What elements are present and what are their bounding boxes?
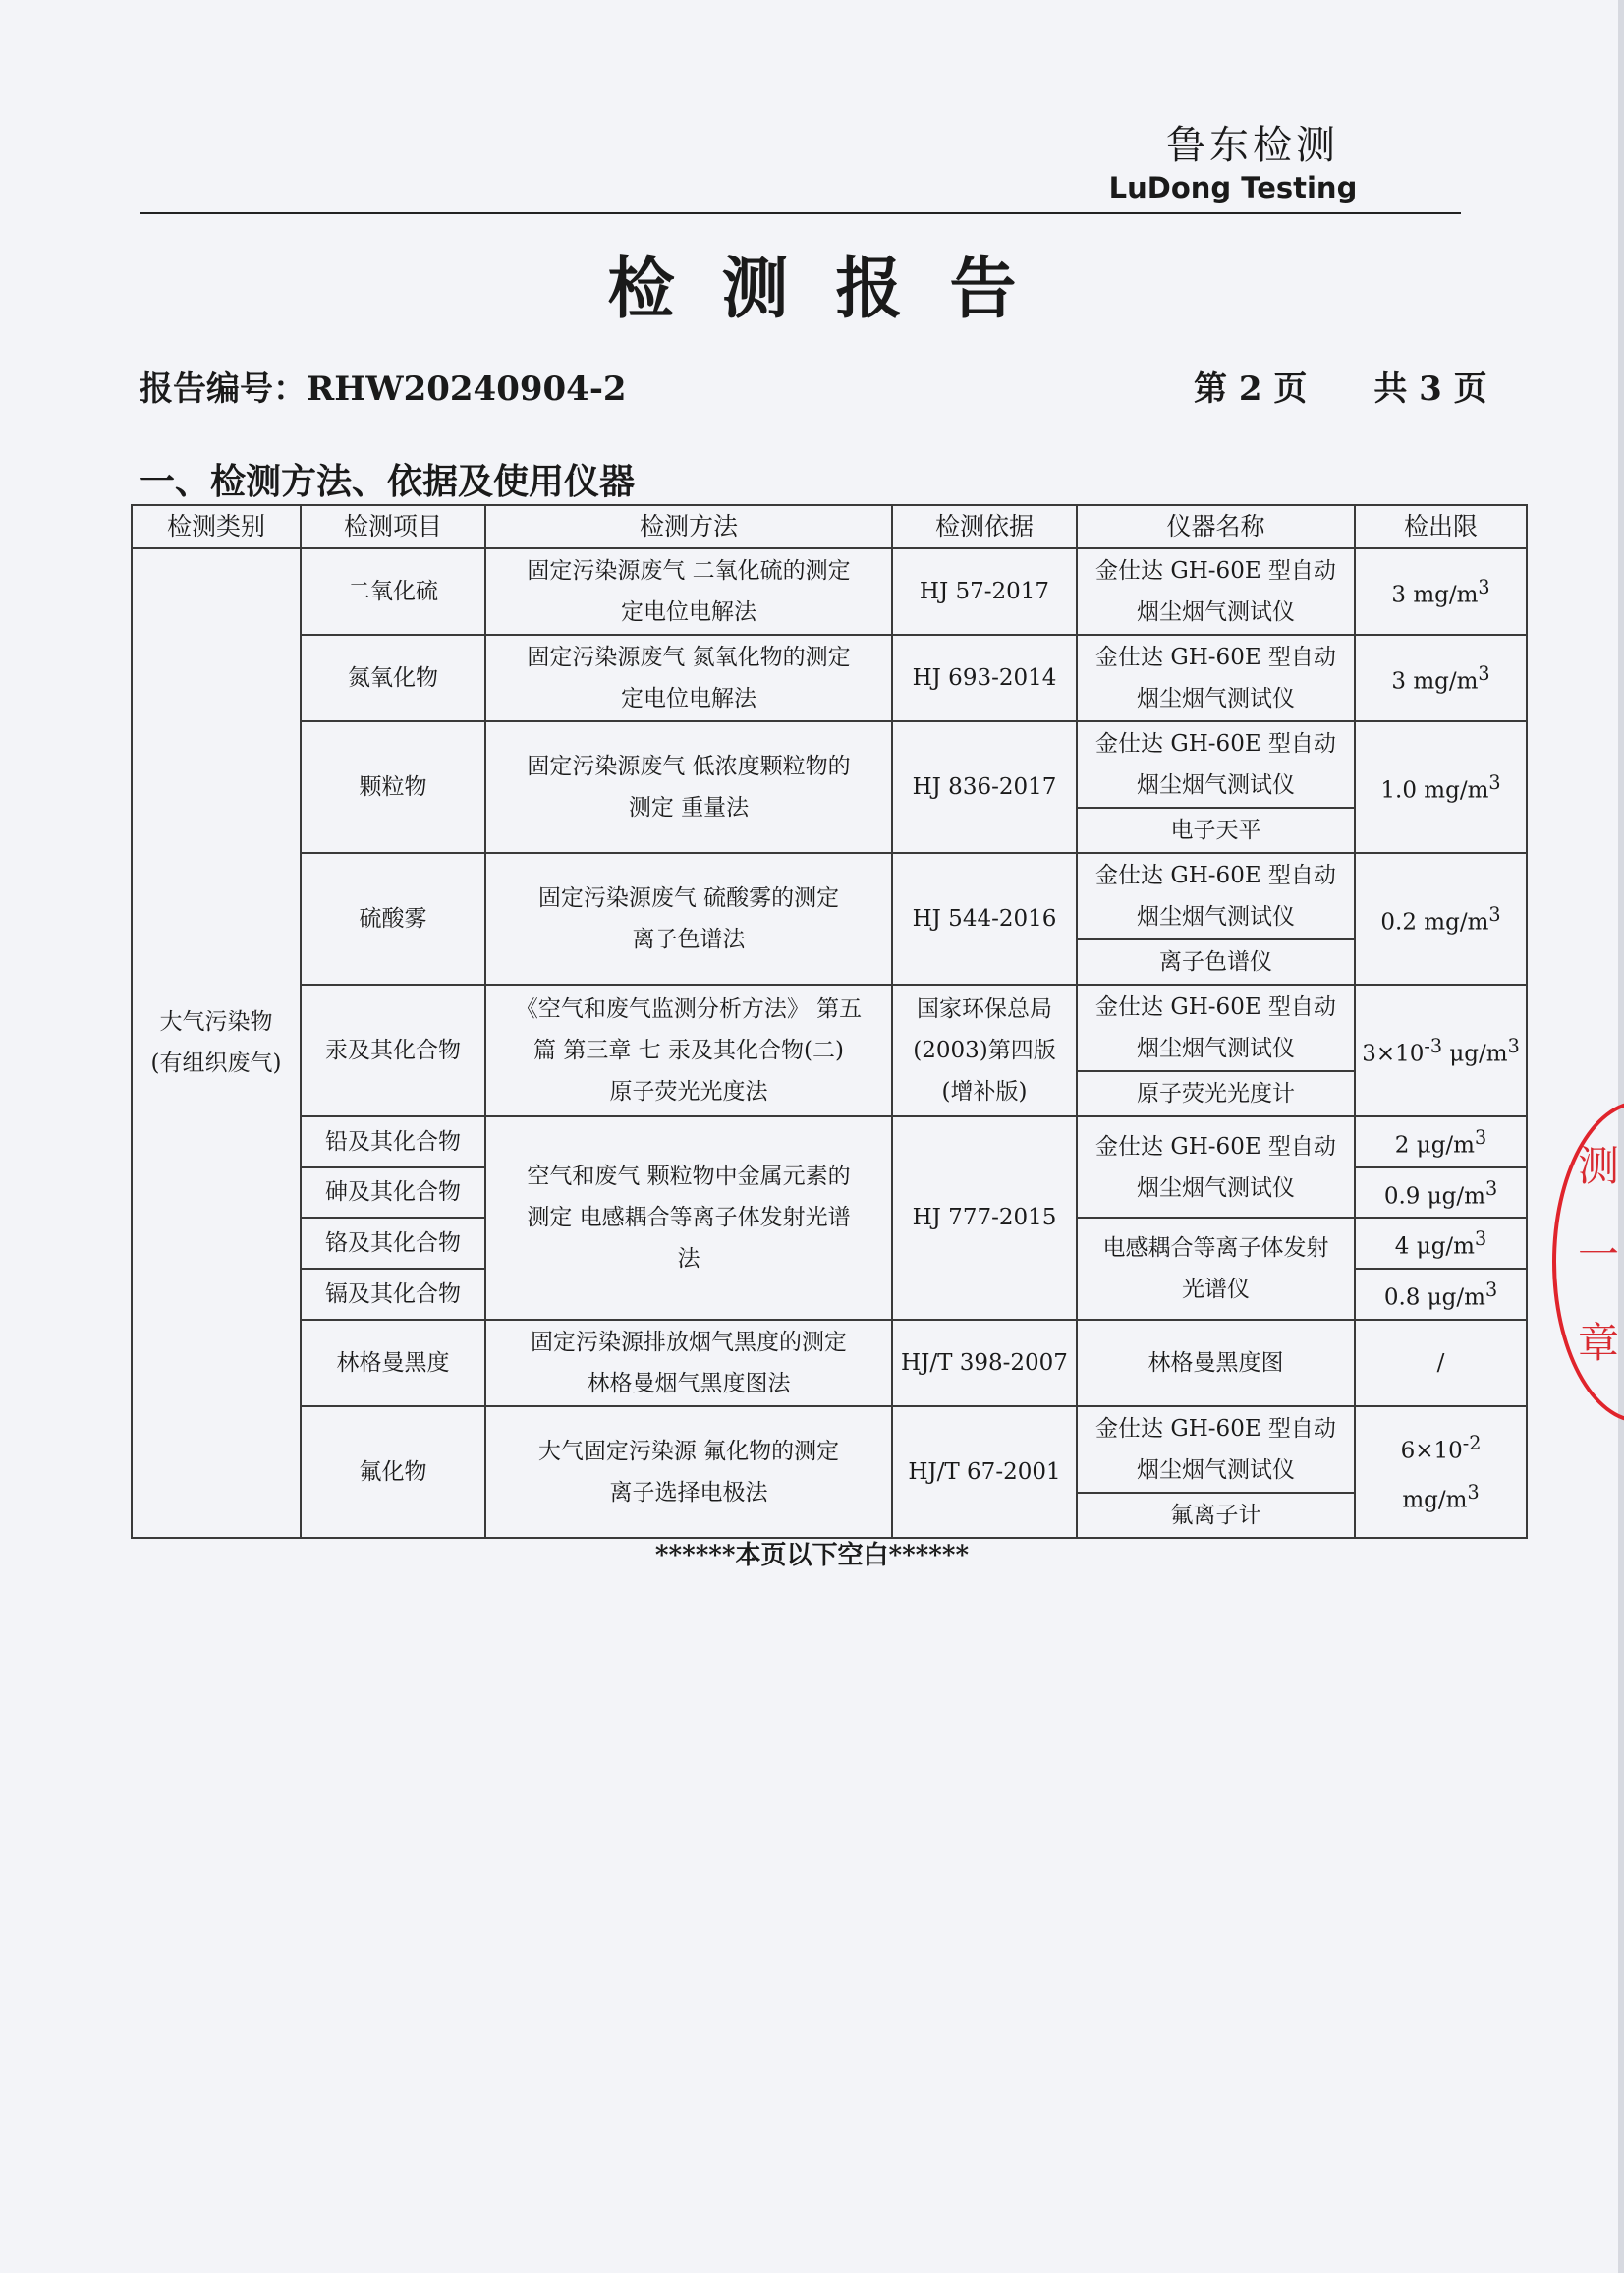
basis-cell: HJ 57-2017 (892, 548, 1077, 635)
instrument-line: 烟尘烟气测试仪 (1137, 686, 1295, 711)
stamp-char: 一 (1578, 1230, 1620, 1279)
instrument-cell (1077, 985, 1355, 1071)
instrument-line: 烟尘烟气测试仪 (1137, 599, 1295, 625)
basis-cell: HJ 544-2016 (892, 853, 1077, 985)
instrument-cell: 原子荧光光度计 (1077, 1071, 1355, 1116)
instrument-line: 金仕达 GH-60E 型自动 (1095, 558, 1336, 584)
method-line: 固定污染源废气 硫酸雾的测定 (537, 885, 840, 911)
item-cell: 林格曼黑度 (301, 1320, 485, 1406)
instrument-line: 金仕达 GH-60E 型自动 (1095, 994, 1336, 1020)
instrument-cell (1077, 853, 1355, 939)
instrument-line: 金仕达 GH-60E 型自动 (1095, 1133, 1336, 1160)
limit-exponent: -2 (1462, 1431, 1482, 1454)
limit-value: 0.9 μg/m (1383, 1183, 1485, 1210)
method-cell (485, 635, 892, 721)
instrument-line: 金仕达 GH-60E 型自动 (1095, 645, 1336, 670)
limit-cell (1355, 1167, 1527, 1219)
limit-value: 0.2 mg/m (1380, 909, 1489, 936)
category-cell (132, 548, 301, 1538)
instrument-line: 电感耦合等离子体发射 (1102, 1234, 1329, 1261)
method-line: 原子荧光光度法 (609, 1079, 768, 1105)
limit-exponent: -3 (1424, 1035, 1443, 1058)
method-line: 林格曼烟气黑度图法 (587, 1370, 791, 1396)
method-line: 固定污染源废气 二氧化硫的测定 (527, 558, 851, 584)
item-cell: 硫酸雾 (301, 853, 485, 985)
instrument-cell (1077, 1406, 1355, 1493)
table-row (132, 1406, 1527, 1493)
limit-unit: μg/m (1442, 1041, 1508, 1067)
limit-exponent: 3 (1507, 1035, 1520, 1058)
basis-cell: HJ/T 67-2001 (892, 1406, 1077, 1538)
instrument-cell: 离子色谱仪 (1077, 939, 1355, 985)
instrument-line: 烟尘烟气测试仪 (1137, 1036, 1295, 1061)
instrument-line: 烟尘烟气测试仪 (1137, 1174, 1295, 1201)
method-line: 固定污染源废气 低浓度颗粒物的 (527, 754, 851, 779)
stamp-char: 测 (1578, 1142, 1620, 1190)
limit-exponent: 3 (1488, 903, 1501, 927)
brand-name-cn: 鲁东检测 (1166, 123, 1339, 168)
method-line: 定电位电解法 (621, 686, 756, 711)
item-cell: 氮氧化物 (301, 635, 485, 721)
item-cell: 汞及其化合物 (301, 985, 485, 1116)
method-line: 法 (677, 1246, 700, 1273)
limit-value: 1.0 mg/m (1380, 777, 1489, 804)
method-line: 定电位电解法 (621, 599, 756, 625)
report-number: 报告编号：RHW20240904-2 (140, 369, 627, 409)
method-line: 离子色谱法 (632, 927, 746, 952)
instrument-cell (1077, 1116, 1355, 1218)
section-title: 一、检测方法、依据及使用仪器 (140, 461, 636, 502)
method-line: 离子选择电极法 (609, 1479, 768, 1506)
instrument-line: 烟尘烟气测试仪 (1137, 772, 1295, 798)
instrument-cell (1077, 721, 1355, 808)
instrument-cell: 氟离子计 (1077, 1493, 1355, 1538)
method-line: 《空气和废气监测分析方法》 第五 (515, 996, 863, 1022)
instrument-cell (1077, 1218, 1355, 1319)
method-line: 固定污染源排放烟气黑度的测定 (531, 1329, 847, 1355)
header-cell: 检测方法 (485, 505, 892, 548)
method-cell (485, 853, 892, 985)
limit-value: 2 μg/m (1394, 1132, 1475, 1159)
limit-exponent: 3 (1467, 1480, 1480, 1504)
limit-value: 4 μg/m (1394, 1233, 1475, 1260)
method-cell (485, 1320, 892, 1406)
basis-line: (增补版) (941, 1079, 1028, 1105)
method-line: 固定污染源废气 氮氧化物的测定 (527, 645, 851, 670)
instrument-line: 光谱仪 (1182, 1276, 1250, 1302)
method-line: 空气和废气 颗粒物中金属元素的 (527, 1164, 851, 1190)
limit-exponent: 3 (1478, 576, 1490, 599)
brand-name-en: LuDong Testing (1108, 171, 1358, 204)
basis-cell (892, 985, 1077, 1116)
table-row (132, 853, 1527, 939)
category-line: (有组织废气) (150, 1051, 282, 1077)
instrument-cell (1077, 548, 1355, 635)
item-cell: 砷及其化合物 (301, 1167, 485, 1219)
basis-cell: HJ 777-2015 (892, 1116, 1077, 1320)
instrument-cell (1077, 635, 1355, 721)
limit-cell (1355, 853, 1527, 985)
limit-cell (1355, 635, 1527, 721)
method-cell (485, 985, 892, 1116)
basis-cell: HJ 693-2014 (892, 635, 1077, 721)
stamp-char: 章 (1578, 1319, 1620, 1367)
instrument-line: 金仕达 GH-60E 型自动 (1095, 863, 1336, 888)
instrument-line: 烟尘烟气测试仪 (1137, 1456, 1295, 1483)
limit-cell (1355, 1269, 1527, 1320)
instrument-cell: 林格曼黑度图 (1077, 1320, 1355, 1406)
limit-cell (1355, 985, 1527, 1116)
instrument-line: 金仕达 GH-60E 型自动 (1095, 731, 1336, 757)
category-line: 大气污染物 (159, 1009, 273, 1036)
limit-cell (1355, 721, 1527, 853)
blank-page-note: ******本页以下空白****** (654, 1541, 970, 1570)
item-cell: 氟化物 (301, 1406, 485, 1538)
header-cell: 检测依据 (892, 505, 1077, 548)
item-cell: 二氧化硫 (301, 548, 485, 635)
basis-line: 国家环保总局 (917, 996, 1052, 1022)
table-row (132, 1320, 1527, 1406)
table-header-row (132, 505, 1527, 548)
method-line: 测定 电感耦合等离子体发射光谱 (527, 1205, 851, 1231)
limit-cell (1355, 548, 1527, 635)
method-cell (485, 1116, 892, 1320)
header-cell: 检测项目 (301, 505, 485, 548)
header-cell: 检出限 (1355, 505, 1527, 548)
method-line: 篇 第三章 七 汞及其化合物(二) (533, 1038, 844, 1063)
limit-unit: mg/m (1402, 1487, 1468, 1513)
method-line: 测定 重量法 (628, 795, 750, 821)
method-cell (485, 721, 892, 853)
item-cell: 铬及其化合物 (301, 1218, 485, 1269)
method-line: 大气固定污染源 氟化物的测定 (537, 1438, 840, 1464)
header-divider (140, 212, 1461, 214)
instrument-line: 金仕达 GH-60E 型自动 (1095, 1415, 1336, 1442)
page-indicator: 第 2 页 共 3 页 (1194, 369, 1487, 409)
basis-line: (2003)第四版 (913, 1038, 1056, 1063)
limit-exponent: 3 (1484, 1176, 1498, 1200)
table-row (132, 548, 1527, 635)
method-table (131, 504, 1528, 1539)
limit-value: 0.8 μg/m (1383, 1284, 1485, 1311)
instrument-line: 烟尘烟气测试仪 (1137, 904, 1295, 930)
limit-exponent: 3 (1474, 1126, 1487, 1149)
limit-value: 3 mg/m (1391, 668, 1479, 695)
limit-cell (1355, 1218, 1527, 1269)
limit-exponent: 3 (1484, 1278, 1498, 1301)
header-cell: 检测类别 (132, 505, 301, 548)
limit-value: 3×10 (1362, 1041, 1425, 1067)
header-cell: 仪器名称 (1077, 505, 1355, 548)
basis-cell: HJ/T 398-2007 (892, 1320, 1077, 1406)
table-row (132, 1116, 1527, 1167)
method-cell (485, 1406, 892, 1538)
basis-cell: HJ 836-2017 (892, 721, 1077, 853)
item-cell: 镉及其化合物 (301, 1269, 485, 1320)
table-row (132, 721, 1527, 808)
limit-exponent: 3 (1478, 662, 1490, 686)
limit-exponent: 3 (1488, 771, 1501, 795)
limit-cell (1355, 1116, 1527, 1167)
item-cell: 颗粒物 (301, 721, 485, 853)
table-row (132, 985, 1527, 1071)
limit-cell: / (1355, 1320, 1527, 1406)
limit-exponent: 3 (1474, 1227, 1487, 1251)
limit-value: 3 mg/m (1391, 582, 1479, 608)
method-cell (485, 548, 892, 635)
limit-value: 6×10 (1400, 1438, 1463, 1464)
item-cell: 铅及其化合物 (301, 1116, 485, 1167)
table-row (132, 635, 1527, 721)
limit-cell (1355, 1406, 1527, 1538)
instrument-cell: 电子天平 (1077, 808, 1355, 853)
document-title: 检测报告 (607, 250, 1064, 328)
